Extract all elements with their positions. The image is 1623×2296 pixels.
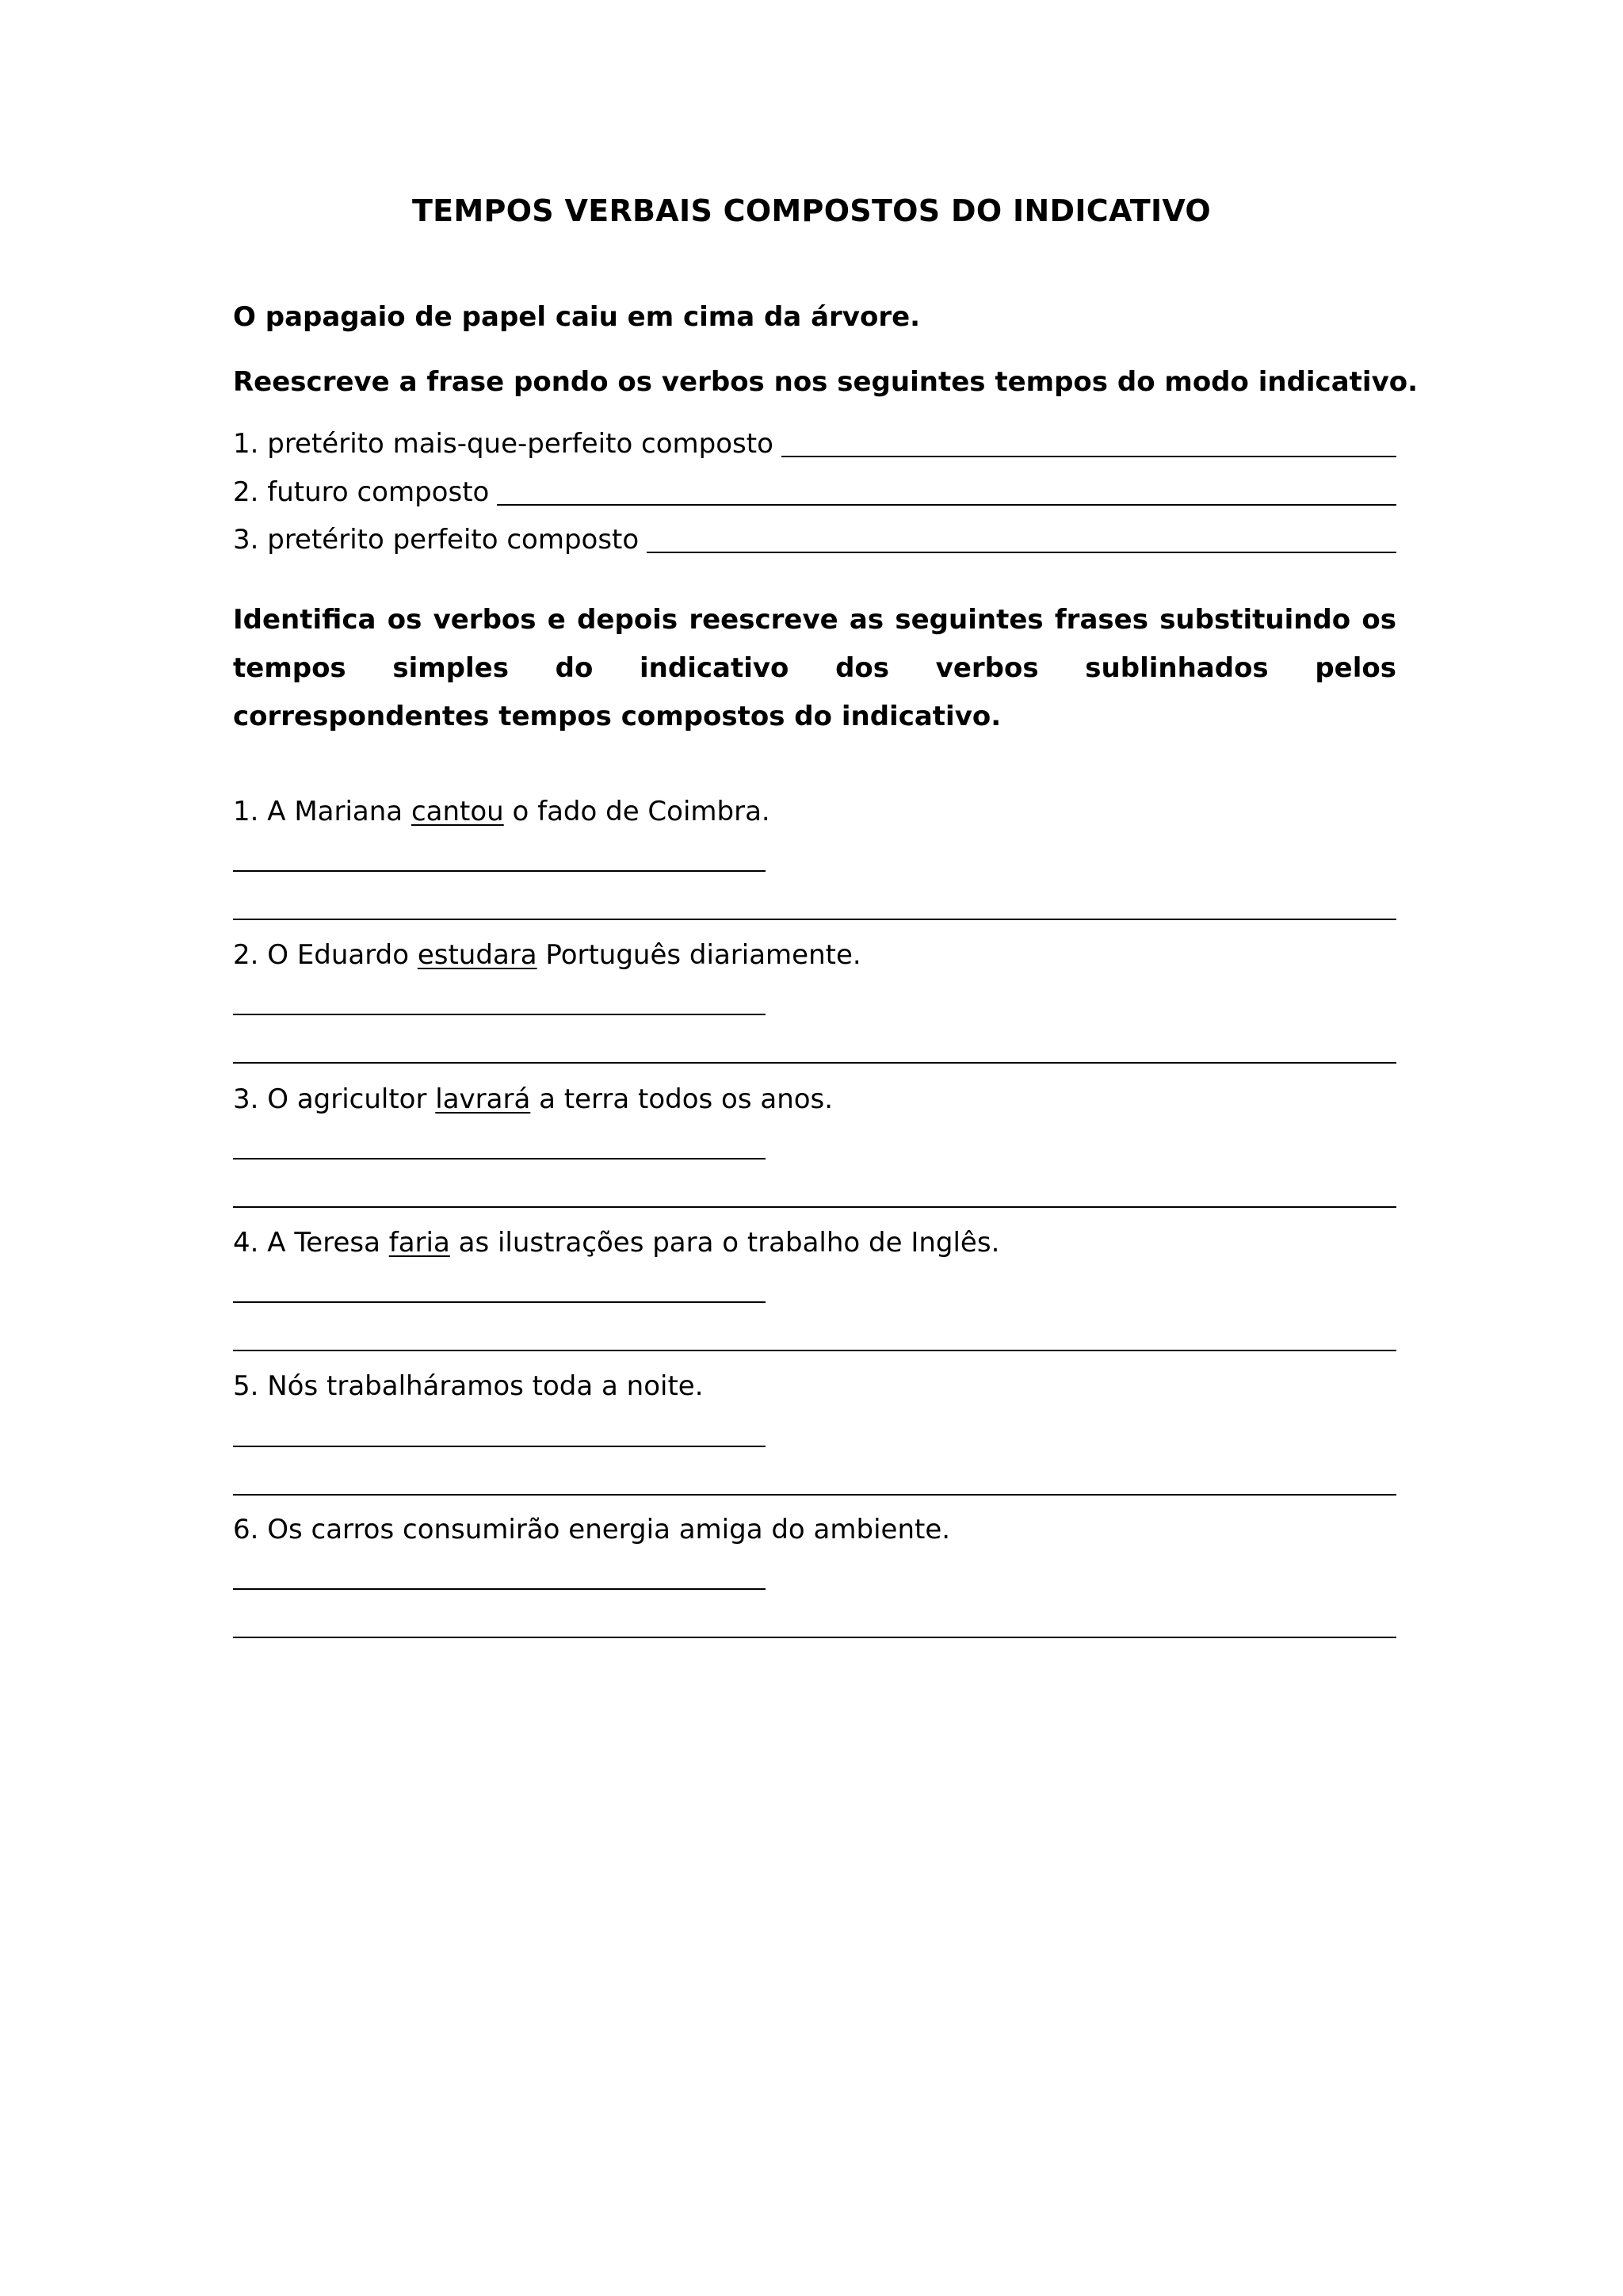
tense-item [233,521,1396,558]
sentence-text: 5. Nós trabalháramos toda a noite. [233,1370,704,1402]
sentence-text: 1. A Mariana [233,796,411,827]
tense-item [233,474,1396,510]
tense-label: 2. futuro composto [233,476,490,508]
underlined-verb: estudara [417,939,537,971]
answer-line-short[interactable] [233,1158,766,1159]
answer-blank[interactable] [497,476,1396,506]
answer-line-short[interactable] [233,1588,766,1590]
exercise-sentence [233,1224,999,1261]
tense-item [233,426,1396,462]
exercise1-instruction: Reescreve a frase pondo os verbos nos seguintes tempos do modo indicativo. [233,366,1419,398]
sentence-text: Português diariamente. [537,939,861,971]
sentence-text: as ilustrações para o trabalho de Inglês. [449,1227,1000,1259]
answer-line-short[interactable] [233,1301,766,1303]
sentence-text: 4. A Teresa [233,1227,389,1259]
answer-line-long[interactable] [233,919,1396,920]
sentence-text: 3. O agricultor [233,1083,436,1115]
tense-label: 3. pretérito perfeito composto [233,524,640,556]
answer-blank[interactable] [781,427,1396,457]
answer-line-short[interactable] [233,1446,766,1447]
answer-line-long[interactable] [233,1494,1396,1496]
exercise1-sentence: O papagaio de papel caiu em cima da árvore. [233,301,921,333]
underlined-verb: faria [388,1227,450,1259]
answer-line-short[interactable] [233,870,766,872]
exercise-sentence [233,1511,950,1548]
tense-label: 1. pretérito mais-que-perfeito composto [233,428,773,460]
answer-line-long[interactable] [233,1637,1396,1638]
answer-line-long[interactable] [233,1206,1396,1208]
exercise-sentence [233,937,861,973]
underlined-verb: cantou [411,796,504,827]
underlined-verb: lavrará [435,1083,531,1115]
page-title: TEMPOS VERBAIS COMPOSTOS DO INDICATIVO [411,193,1212,228]
answer-line-short[interactable] [233,1014,766,1015]
sentence-text: 2. O Eduardo [233,939,418,971]
exercise-sentence [233,793,770,830]
answer-line-long[interactable] [233,1350,1396,1351]
exercise-sentence [233,1368,704,1404]
answer-line-long[interactable] [233,1062,1396,1064]
sentence-text: o fado de Coimbra. [503,796,770,827]
sentence-text: 6. Os carros consumirão energia amiga do ambiente. [233,1514,951,1545]
answer-blank[interactable] [647,523,1396,553]
exercise-sentence [233,1081,833,1117]
exercise2-instruction: Identifica os verbos e depois reescreve as seguintes frases substituindo os tempos simples do indicativo dos verbos sublinhados pelos correspondentes tempos compostos do indicativo. [233,604,1396,732]
sentence-text: a terra todos os anos. [530,1083,834,1115]
